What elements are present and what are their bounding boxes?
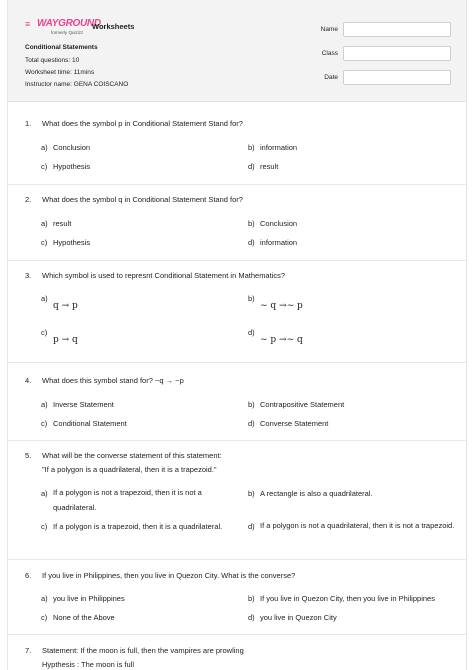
option-text: If a polygon is not a quadrilateral, then it is not a trapezoid. — [260, 521, 455, 530]
class-label: Class — [321, 50, 338, 57]
question-number: 4. — [25, 376, 32, 385]
divider — [8, 440, 466, 441]
divider — [8, 362, 466, 363]
question-text-hypothesis: Hypthesis : The moon is full — [42, 660, 134, 669]
question-number: 3. — [25, 271, 32, 280]
question-number: 5. — [25, 451, 32, 460]
worksheet-header — [8, 0, 466, 102]
option-text: Hypothesis — [53, 238, 91, 247]
option-text: p → q — [53, 335, 78, 345]
question-text-quote: "If a polygon is a quadrilateral, then it is a trapezoid." — [42, 465, 217, 474]
worksheet-name: Conditional Statements — [25, 44, 98, 51]
question-text: What does the symbol p in Conditional Statement Stand for? — [42, 119, 243, 128]
option-letter: c) — [41, 238, 48, 247]
option-letter: c) — [41, 522, 48, 531]
option-text: ∼ q →∼ p — [260, 301, 303, 311]
divider — [8, 634, 466, 635]
date-field[interactable] — [343, 70, 451, 85]
option-text: Contrapositive Statement — [260, 400, 345, 409]
option-text: None of the Above — [53, 613, 115, 622]
question-number: 1. — [25, 119, 32, 128]
class-field[interactable] — [343, 46, 451, 61]
answer-option[interactable] — [41, 328, 241, 348]
option-letter: c) — [41, 419, 48, 428]
question-text: What does the symbol q in Conditional Statement Stand for? — [42, 195, 243, 204]
option-text: A rectangle is also a quadrilateral. — [260, 489, 373, 498]
option-letter: c) — [41, 613, 48, 622]
option-letter: a) — [41, 400, 48, 409]
question-text: Statement: If the moon is full, then the vampires are prowling — [42, 646, 244, 655]
option-letter: b) — [248, 143, 255, 152]
brand-subtitle: formerly Quizizz — [51, 30, 84, 35]
page-title: Worksheets — [92, 22, 135, 31]
option-text: you live in Quezon City — [260, 613, 337, 622]
option-letter: d) — [248, 238, 255, 247]
option-text: result — [53, 219, 72, 228]
option-text: information — [260, 238, 298, 247]
question-text: Which symbol is used to represnt Conditional Statement in Mathematics? — [42, 271, 286, 280]
option-letter: c) — [41, 162, 48, 171]
option-text: Conclusion — [53, 143, 91, 152]
option-letter: d) — [248, 328, 255, 337]
option-letter: a) — [41, 594, 48, 603]
brand-name: WAYGROUND — [37, 18, 101, 29]
option-text: result — [260, 162, 279, 171]
worksheet-page — [7, 0, 467, 670]
brand-logo — [25, 18, 101, 40]
option-letter: b) — [248, 294, 255, 303]
question-text: What does this symbol stand for? ~q → ~p — [42, 376, 184, 385]
option-letter: a) — [41, 294, 48, 303]
name-label: Name — [320, 26, 338, 33]
worksheet-time: Worksheet time: 11mins — [25, 69, 95, 76]
question-text: If you live in Philippines, then you live in Quezon City. What is the converse? — [42, 571, 296, 580]
option-text: If a polygon is a trapezoid, then it is a quadrilateral. — [53, 522, 223, 531]
question-number: 2. — [25, 195, 32, 204]
option-text: Hypothesis — [53, 162, 91, 171]
option-letter: d) — [248, 613, 255, 622]
answer-option[interactable] — [41, 294, 241, 314]
date-label: Date — [324, 74, 338, 81]
option-letter: b) — [248, 489, 255, 498]
option-letter: a) — [41, 143, 48, 152]
option-letter: a) — [41, 219, 48, 228]
option-text: Conclusion — [260, 219, 298, 228]
question-number: 6. — [25, 571, 32, 580]
option-text: q → p — [53, 301, 78, 311]
option-text: Converse Statement — [260, 419, 329, 428]
option-text: If a polygon is not a trapezoid, then it is not a quadrilateral. — [53, 488, 202, 512]
option-letter: b) — [248, 219, 255, 228]
answer-option[interactable] — [248, 294, 458, 314]
answer-option[interactable] — [41, 489, 241, 519]
name-field[interactable] — [343, 22, 451, 37]
answer-option[interactable] — [248, 328, 458, 348]
option-letter: d) — [248, 162, 255, 171]
question-text: What will be the converse statement of this statement: — [42, 451, 222, 460]
option-letter: d) — [248, 522, 255, 531]
answer-option[interactable] — [248, 522, 458, 552]
divider — [8, 184, 466, 185]
option-text: Inverse Statement — [53, 400, 114, 409]
option-letter: d) — [248, 419, 255, 428]
brand-mark-icon: ≡ — [25, 19, 31, 29]
question-number: 7. — [25, 646, 32, 655]
option-text: If you live in Quezon City, then you live in Philippines — [260, 594, 435, 603]
option-letter: a) — [41, 489, 48, 498]
option-text: you live in Philippines — [53, 594, 125, 603]
option-letter: c) — [41, 328, 48, 337]
divider — [8, 559, 466, 560]
option-text: ∼ p →∼ q — [260, 335, 303, 345]
option-text: Conditional Statement — [53, 419, 127, 428]
option-letter: b) — [248, 594, 255, 603]
instructor-name: Instructor name: GENA COISCANO — [25, 81, 129, 88]
option-letter: b) — [248, 400, 255, 409]
total-questions: Total questions: 10 — [25, 57, 80, 64]
option-text: information — [260, 143, 298, 152]
divider — [8, 260, 466, 261]
